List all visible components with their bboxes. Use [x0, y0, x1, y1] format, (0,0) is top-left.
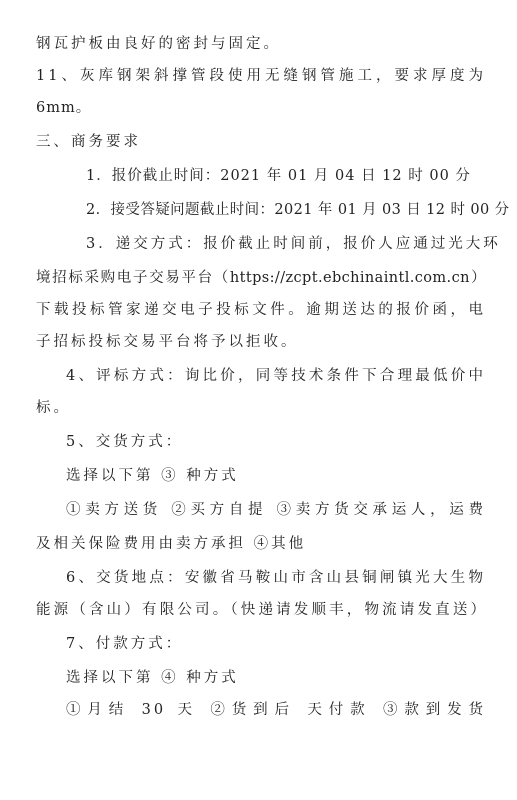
text-line-item-11: 11、灰库钢架斜撑管段使用无缝钢管施工，要求厚度为: [36, 68, 486, 84]
text-line-qa-deadline: 2．接受答疑问题截止时间：2021 年 01 月 03 日 12 时 00 分: [86, 202, 510, 218]
section-heading-commercial: 三、商务要求: [36, 134, 141, 150]
text-line-delivery-options: ①卖方送货 ②买方自提 ③卖方货交承运人，运费: [66, 502, 486, 518]
text-line-payment-option-select: 选择以下第 ④ 种方式: [66, 670, 239, 686]
text-line-delivery-location-cont: 能源（含山）有限公司。（快递请发顺丰，物流请发直送）: [36, 602, 486, 618]
text-line-seal-requirement: 钢瓦护板由良好的密封与固定。: [36, 36, 281, 52]
text-line-payment-options: ①月结 30 天 ②货到后 天付款 ③款到发货: [66, 702, 486, 718]
text-line-delivery-options-cont: 及相关保险费用由卖方承担 ④其他: [36, 536, 307, 552]
text-line-delivery-method-heading: 5、交货方式：: [66, 434, 184, 450]
text-line-delivery-location: 6、交货地点：安徽省马鞍山市含山县铜闸镇光大生物: [66, 570, 486, 586]
text-line-rejection-notice: 子招标投标交易平台将予以拒收。: [36, 334, 299, 350]
text-line-payment-method-heading: 7、付款方式：: [66, 636, 184, 652]
text-line-evaluation-end: 标。: [36, 400, 71, 416]
text-line-thickness: 6mm。: [36, 100, 92, 116]
text-line-platform-url: 境招标采购电子交易平台（https://zcpt.ebchinaintl.com.cn）: [36, 270, 486, 286]
text-line-submission-method: 3．递交方式：报价截止时间前，报价人应通过光大环: [86, 236, 501, 252]
text-line-download-instructions: 下载投标管家递交电子投标文件。逾期送达的报价函，电: [36, 302, 486, 318]
text-line-delivery-option-select: 选择以下第 ③ 种方式: [66, 468, 239, 484]
text-line-evaluation-method: 4、评标方式：询比价，同等技术条件下合理最低价中: [66, 368, 486, 384]
text-line-quote-deadline: 1．报价截止时间：2021 年 01 月 04 日 12 时 00 分: [86, 168, 471, 184]
